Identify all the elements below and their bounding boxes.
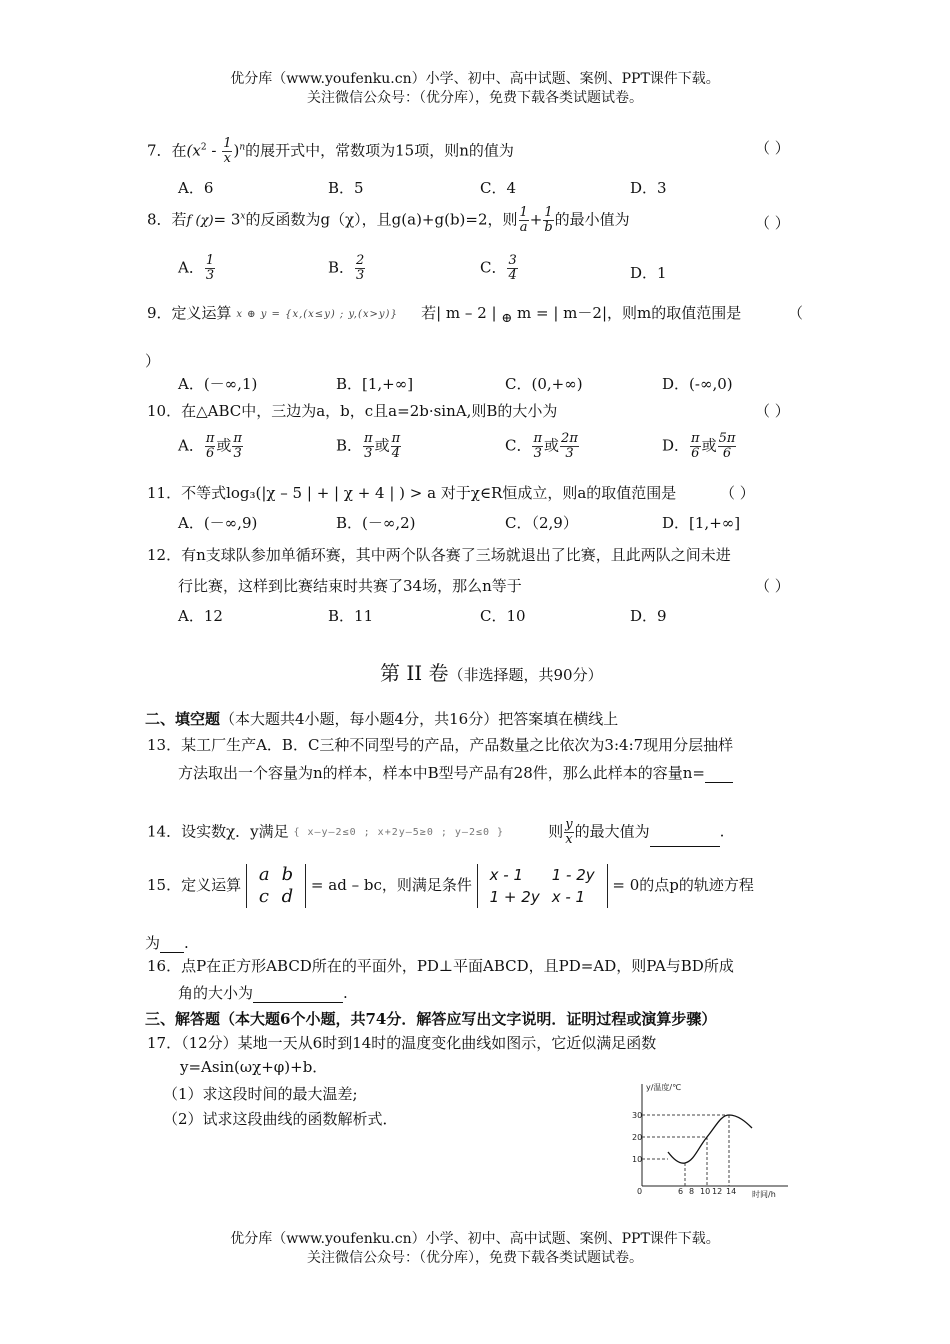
q9-tail: m = | m－2|，则m的取值范围是: [517, 304, 742, 322]
question-10: 10．在△ABC中，三边为a，b，c且a=2b·sinA,则B的大小为: [147, 402, 558, 420]
q17-subquestion-1: （1）求这段时间的最大温差;: [163, 1085, 358, 1103]
q15-mid: = ad – bc，则满足条件: [310, 876, 472, 894]
question-13-line-1: 13．某工厂生产A．B．C三种不同型号的产品，产品数量之比依次为3:4:7现用分层抽样: [147, 736, 734, 754]
q9-option-a: A．(－∞,1): [178, 375, 258, 393]
q8-lead: 8．若: [147, 210, 187, 229]
q12-option-a: A．12: [178, 607, 223, 625]
q8-option-b: B． $\frac{2}{3}$: [328, 253, 365, 283]
section-3-heading: 三、解答题（本大题6个小题，共74分．解答应写出文字说明．证明过程或演算步骤）: [145, 1010, 717, 1028]
q7-answer-paren: （ ）: [755, 139, 790, 157]
q7-expr-minus: -: [206, 141, 222, 160]
question-16-line-2: 角的大小为 .: [178, 984, 348, 1002]
q9-oplus: ⊕: [501, 311, 513, 326]
q11-option-a: A．(－∞,9): [178, 514, 258, 532]
q7-option-a: A．6: [178, 179, 214, 197]
temperature-graph: [628, 1078, 794, 1200]
q12-option-d: D．9: [630, 607, 667, 625]
q14-lead: 14．设实数χ．y满足: [147, 822, 289, 841]
q11-option-d: D．[1,+∞]: [662, 514, 741, 532]
question-11: 11．不等式log₃(|χ – 5 | + | χ + 4 | ) > a 对于χ∈R恒成立，则a的取值范围是: [147, 484, 677, 502]
q15-tail: = 0的点p的轨迹方程: [612, 876, 754, 894]
q8-mid1: = 3: [213, 210, 241, 229]
q9-operation-definition: x ⊕ y = {x,(x≤y) ; y,(x>y)}: [236, 308, 398, 320]
question-14: 14．设实数χ．y满足 { x–y–2≤0 ; x+2y–5≥0 ; y–2≤0 } 则 $\frac{y}{x}$ 的最大值为 .: [147, 817, 725, 847]
q10-option-c: C． $\frac{\pi}{3}$ 或 $\frac{2\pi}{3}$: [505, 431, 578, 461]
q8-answer-paren: （ ）: [755, 214, 790, 232]
q7-expr-close: ): [233, 141, 240, 160]
q14-answer-blank[interactable]: [650, 831, 720, 847]
q10-option-d: D． $\frac{\pi}{6}$ 或 $\frac{5\pi}{6}$: [662, 431, 736, 461]
q11-option-b: B．(－∞,2): [336, 514, 416, 532]
q10-option-a: A． $\frac{\pi}{6}$ 或 $\frac{\pi}{3}$: [178, 431, 242, 461]
graph-ylabel: y/温度/℃: [646, 1083, 682, 1092]
graph-xtick-10: 10: [700, 1187, 711, 1196]
q15-lead: 15．定义运算: [147, 876, 242, 894]
section-2-heading: 二、填空题（本大题共4小题，每小题4分，共16分）把答案填在横线上: [145, 710, 619, 728]
q9-paren-open: （: [788, 304, 804, 322]
graph-xtick-6: 6: [678, 1187, 684, 1196]
q16-answer-blank[interactable]: [253, 987, 343, 1003]
q8-fraction-2: $\frac{1}{b}$: [544, 205, 553, 235]
graph-ytick-30: 30: [632, 1111, 643, 1120]
temperature-curve: [668, 1115, 752, 1163]
question-9: [147, 302, 741, 326]
q14-tail: 的最大值为: [574, 822, 650, 841]
q12-option-c: C．10: [480, 607, 526, 625]
q9-option-d: D．(-∞,0): [662, 375, 733, 393]
q7-rest: 的展开式中，常数项为15项，则n的值为: [245, 141, 514, 160]
q14-fraction: $\frac{y}{x}$: [565, 817, 573, 847]
q8-plus: +: [529, 210, 543, 229]
q7-expr-n: n: [239, 142, 246, 153]
q9-lead: 9．定义运算: [147, 304, 232, 322]
question-15: [147, 864, 754, 908]
q12-answer-paren: （ ）: [755, 577, 790, 595]
graph-xtick-0: 0: [637, 1187, 643, 1196]
q8-option-d: D．1: [630, 264, 667, 282]
graph-xtick-14: 14: [726, 1187, 737, 1196]
q10-option-b: B． $\frac{\pi}{3}$ 或 $\frac{\pi}{4}$: [336, 431, 401, 461]
q7-option-b: B．5: [328, 179, 364, 197]
q8-tail: 的最小值为: [554, 210, 630, 229]
question-13-line-2: 方法取出一个容量为n的样本，样本中B型号产品有28件，那么此样本的容量n=: [178, 762, 733, 783]
q14-mid: 则: [548, 822, 564, 841]
question-8: [147, 206, 630, 235]
q7-expr-base: (x: [186, 141, 201, 160]
q8-fraction-1: $\frac{1}{a}$: [519, 205, 528, 235]
q8-fx: f (χ): [186, 213, 214, 229]
q11-option-c: C．（2,9）: [505, 514, 578, 532]
q9-paren-close: ）: [145, 352, 161, 370]
q9-option-c: C．(0,+∞): [505, 375, 583, 393]
q11-answer-paren: （ ）: [720, 484, 755, 502]
header-line-2: 关注微信公众号：（优分库），免费下载各类试题试卷。: [307, 90, 643, 106]
q15-determinant-2: x - 1 1 - 2y 1 + 2y x - 1: [477, 864, 608, 908]
q7-expr-sup: 2: [200, 142, 207, 153]
q17-subquestion-2: （2）试求这段曲线的函数解析式．: [163, 1110, 398, 1128]
footer-line-2: 关注微信公众号：（优分库），免费下载各类试题试卷。: [307, 1250, 643, 1266]
question-12-line-2: 行比赛，这样到比赛结束时共赛了34场，那么n等于: [178, 577, 522, 595]
question-12-line-1: 12．有n支球队参加单循环赛，其中两个队各赛了三场就退出了比赛，且此两队之间未进: [147, 546, 731, 564]
question-16-line-1: 16．点P在正方形ABCD所在的平面外，PD⊥平面ABCD，且PD=AD，则PA与BD所成: [147, 957, 734, 975]
q15-determinant-1: a b c d: [246, 864, 306, 908]
q7-option-d: D．3: [630, 179, 667, 197]
q8-option-c: C． $\frac{3}{4}$: [480, 253, 517, 283]
q15-answer-blank[interactable]: [160, 937, 184, 953]
question-15-line-2: 为 .: [145, 934, 189, 952]
q8-option-a: A． $\frac{1}{3}$: [178, 253, 215, 283]
q9-option-b: B．[1,+∞]: [336, 375, 414, 393]
q12-option-b: B．11: [328, 607, 374, 625]
graph-ytick-10: 10: [632, 1155, 643, 1164]
question-7: [147, 137, 514, 166]
part-2-title: 第 II 卷（非选择题，共90分）: [380, 661, 603, 685]
graph-xtick-8: 8: [689, 1187, 695, 1196]
graph-xlabel: 时间/h: [752, 1190, 776, 1199]
part-2-subtitle: （非选择题，共90分）: [448, 666, 603, 684]
graph-ytick-20: 20: [632, 1133, 643, 1142]
q13-answer-blank[interactable]: [705, 767, 733, 783]
graph-xtick-12: 12: [712, 1187, 723, 1196]
q10-answer-paren: （ ）: [755, 402, 790, 420]
q7-num: 7．在: [147, 141, 187, 160]
q7-fraction: $\frac{1}{x}$: [223, 136, 232, 166]
q14-condition: { x–y–2≤0 ; x+2y–5≥0 ; y–2≤0 }: [293, 827, 505, 838]
header-line-1: 优分库（www.youfenku.cn）小学、初中、高中试题、案例、PPT课件下载。: [230, 71, 720, 87]
q9-mid: 若| m – 2 |: [421, 304, 497, 322]
footer-line-1: 优分库（www.youfenku.cn）小学、初中、高中试题、案例、PPT课件下载。: [230, 1231, 720, 1247]
q7-option-c: C．4: [480, 179, 517, 197]
q8-sup: x: [240, 211, 246, 222]
question-17-line-2: y=Asin(ωχ+φ)+b．: [180, 1058, 328, 1076]
question-17-line-1: 17．（12分）某地一天从6时到14时的温度变化曲线如图示，它近似满足函数: [147, 1034, 657, 1052]
q8-mid2: 的反函数为g（χ），且g(a)+g(b)=2，则: [245, 210, 518, 229]
